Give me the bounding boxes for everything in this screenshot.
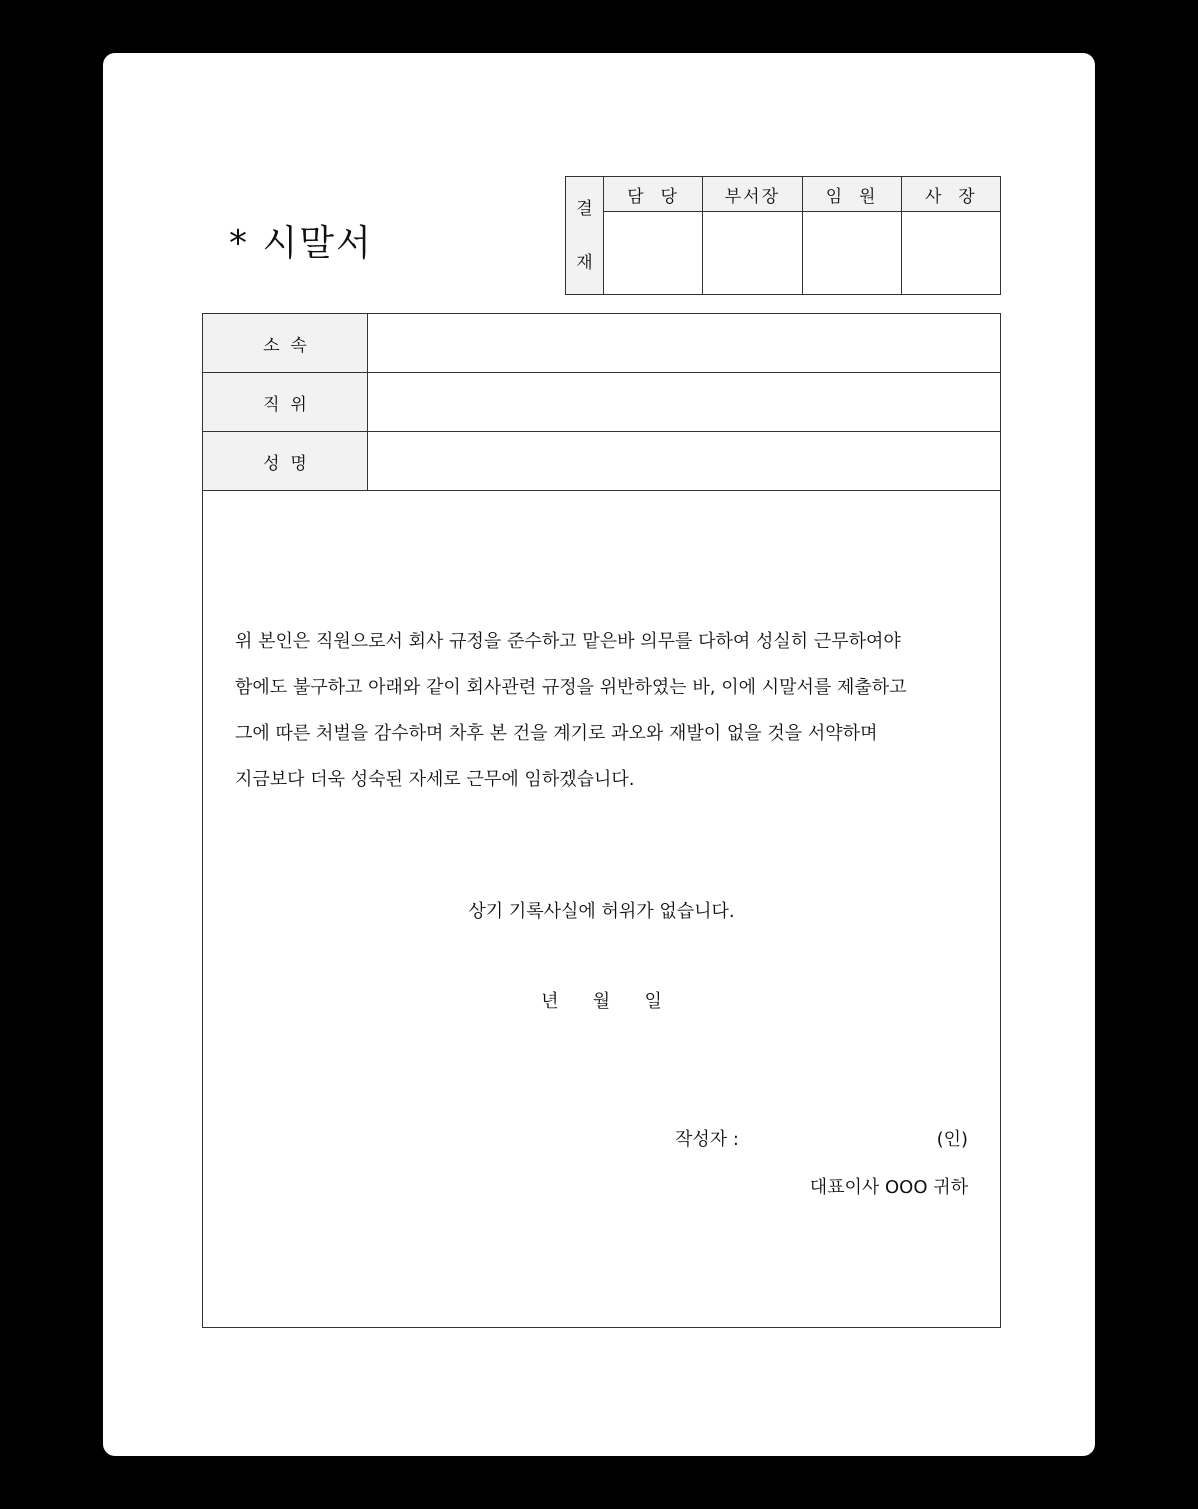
approval-sign-manager[interactable] (604, 212, 703, 295)
statement-line: 위 본인은 직원으로서 회사 규정을 준수하고 맡은바 의무를 다하여 성실히 근무하여야 (235, 631, 901, 652)
approval-table (565, 176, 1001, 295)
name-field[interactable] (368, 432, 1001, 491)
approval-side-label-bottom: 재 (576, 252, 593, 273)
statement-line: 함에도 불구하고 아래와 같이 회사관련 규정을 위반하였는 바, 이에 시말서를 제출하고 (235, 677, 907, 698)
approval-side-label-top: 결 (576, 198, 593, 219)
approval-role-department-head: 부서장 (703, 177, 802, 212)
approval-role-manager: 담 당 (604, 177, 703, 212)
personal-info-table (202, 313, 1001, 491)
addressee: 대표이사 OOO 귀하 (809, 1177, 968, 1198)
statement-box (202, 491, 1001, 1328)
document-page (103, 53, 1095, 1456)
affiliation-field[interactable] (368, 314, 1001, 373)
approval-side-label (566, 177, 604, 295)
seal-mark: (인) (936, 1129, 968, 1150)
writer-label: 작성자 : (675, 1129, 739, 1150)
position-label: 직 위 (203, 373, 368, 432)
document-title: * 시말서 (229, 223, 373, 264)
info-row-affiliation (203, 314, 1001, 373)
statement-line: 지금보다 더욱 성숙된 자세로 근무에 임하겠습니다. (235, 769, 635, 790)
name-label: 성 명 (203, 432, 368, 491)
approval-sign-department-head[interactable] (703, 212, 802, 295)
date-line: 년 월 일 (541, 991, 662, 1012)
info-row-position (203, 373, 1001, 432)
approval-sign-executive[interactable] (802, 212, 901, 295)
position-field[interactable] (368, 373, 1001, 432)
affiliation-label: 소 속 (203, 314, 368, 373)
approval-role-executive: 임 원 (802, 177, 901, 212)
confirmation-text: 상기 기록사실에 허위가 없습니다. (468, 901, 735, 922)
statement-line: 그에 따른 처벌을 감수하며 차후 본 건을 계기로 과오와 재발이 없을 것을 서약하며 (235, 723, 878, 744)
approval-sign-president[interactable] (901, 212, 1000, 295)
approval-role-president: 사 장 (901, 177, 1000, 212)
statement-paragraph (235, 619, 975, 803)
info-row-name (203, 432, 1001, 491)
